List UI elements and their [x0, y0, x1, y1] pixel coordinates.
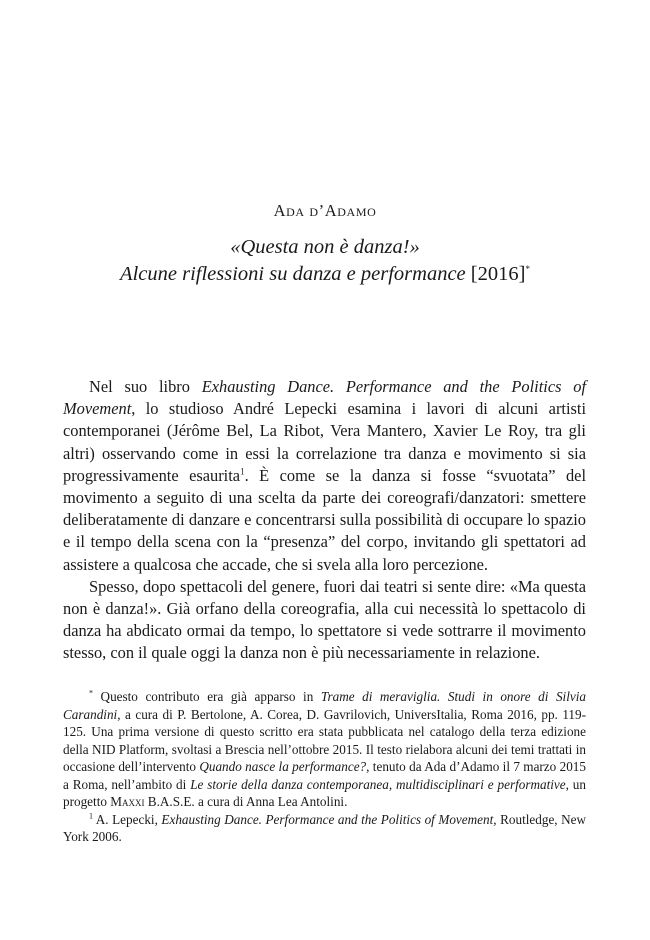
footnote-star-italic-b: Quando nasce la performance?	[199, 759, 367, 774]
footnote-1-italic: Exhausting Dance. Performance and the Politics of Movement	[161, 811, 494, 827]
title-year: [2016]	[465, 263, 526, 285]
footnote-1	[63, 811, 586, 846]
book-title: Exhausting Dance. Performance and the Politics of Movement	[63, 377, 586, 419]
title-note-marker: *	[525, 264, 530, 275]
footnote-star-italic-a: Trame di meraviglia. Studi in onore di Silvia Carandini	[63, 689, 586, 722]
paragraph-1	[63, 376, 586, 576]
footnote-1-text-b: , Routledge, New York 2006.	[63, 811, 587, 844]
footnote-star-text-b: , a cura di P. Bertolone, A. Corea, D. Gavrilovich, UniversItalia, Roma 2016, pp. 119-125. Una prima versione di questo scritto era stata pubblicata nel catalogo della terza edizione della NID Platform, svoltasi a Brescia nell’ottobre 2015. Il testo rielabora alcuni dei temi trattati in occasione dell’intervento	[63, 706, 586, 774]
footnote-star-smallcaps: Maxxi	[110, 794, 145, 809]
body-text	[63, 376, 586, 665]
footnote-star-text-d: , un progetto	[63, 776, 586, 809]
footnote-star-marker: *	[89, 688, 93, 698]
footnote-1-marker: 1	[89, 811, 93, 821]
title-line-1	[0, 234, 650, 261]
footnote-star-text-a: Questo contributo era già apparso in	[93, 689, 321, 704]
footnotes	[63, 688, 586, 846]
footnote-ref-1[interactable]: 1	[240, 466, 245, 477]
footnote-1-text-a: A. Lepecki,	[93, 811, 162, 827]
footnote-star	[63, 688, 586, 811]
paragraph-1-text-c: . È come se la danza si fosse “svuotata” del movimento a seguito di una scelta da parte dei coreografi/danzatori: smettere deliberatamente di danzare e concentrarsi sulla possibilità di occupare lo spazio e il tempo della scena con la “presenza” del corpo, invitando gli spettatori ad assistere a qualcosa che accade, che si svela alla loro percezione.	[63, 465, 587, 574]
title-line-2	[0, 261, 650, 288]
author-name: Ada d’Adamo	[273, 201, 377, 220]
title-subtitle: Alcune riflessioni su danza e performance	[120, 263, 466, 285]
title-quote: «Questa non è danza!»	[230, 236, 420, 258]
paragraph-1-text-b: , lo studioso André Lepecki esamina i lavori di alcuni artisti contemporanei (Jérôme Bel, La Ribot, Vera Mantero, Xavier Le Roy, tra gli altri) osservando come in essi la correlazione tra danza e movimento si sia progressivamente esaurita	[63, 399, 586, 485]
paragraph-1-text-a: Nel suo libro	[89, 377, 202, 396]
footnote-star-text-e: B.A.S.E. a cura di Anna Lea Antolini.	[144, 794, 348, 809]
footnote-star-italic-c: Le storie della danza contemporanea, multidisciplinari e performative	[190, 776, 566, 792]
paragraph-2: Spesso, dopo spettacoli del genere, fuori dai teatri si sente dire: «Ma questa non è danza!». Già orfano della coreografia, alla cui necessità lo spettacolo di danza ha abdicato ormai da tempo, lo spettatore si vede sottrarre il movimento stesso, con il quale oggi la danza non è più necessariamente in relazione.	[63, 576, 586, 663]
chapter-title	[0, 234, 650, 288]
footnote-star-text-c: , tenuto da Ada d’Adamo il 7 marzo 2015 a Roma, nell’ambito di	[63, 759, 586, 792]
